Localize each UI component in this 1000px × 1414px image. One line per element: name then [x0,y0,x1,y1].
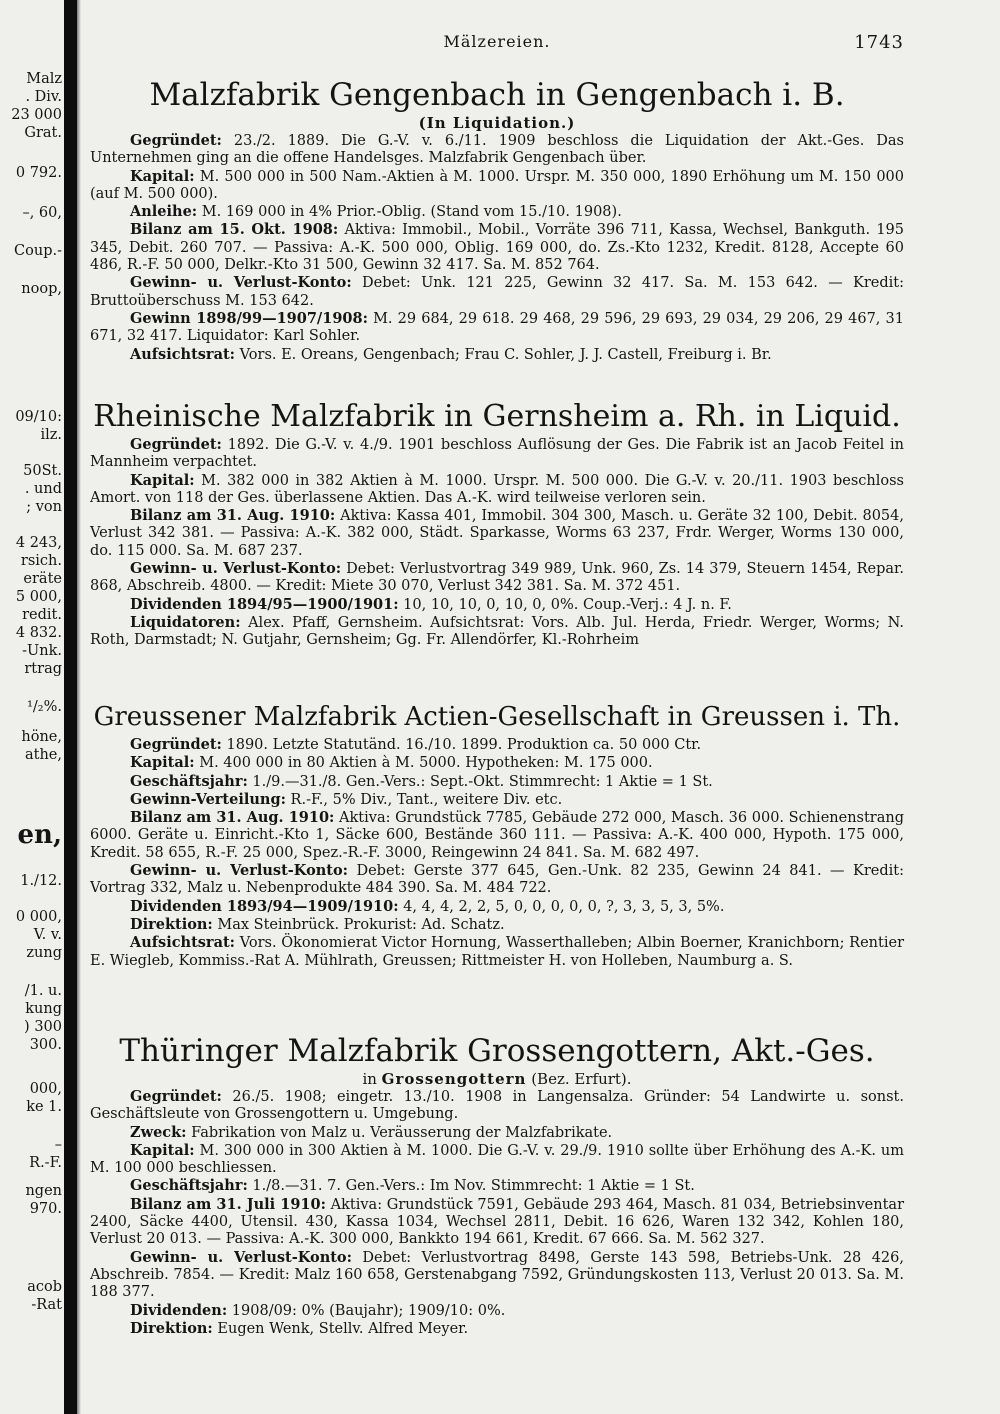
margin-fragment: . Div. [25,89,62,105]
field-text: Aktiva: Immobil., Mobil., Vorräte 396 711, Kassa, Wechsel, Bankguth. 195 345, Debit. 260 707. — Passiva: A.-K. 500 000, Oblig. 169 000, do. Zs.-Kto 1232, Kredit. 8128, Accepte 60 486, R.-F. 50 000, Delkr.-Kto 31 500, Gewinn 32 417. Sa. M. 852 764. [90,222,904,274]
margin-fragment: ) 300 [24,1019,62,1035]
margin-fragment: 300. [29,1037,62,1053]
gutter-shadow [77,0,81,1414]
company-entry-rheinische-malzfabrik [90,398,904,650]
entry-paragraph [90,1196,904,1249]
margin-fragment: 5 000, [15,589,62,605]
entry-paragraph [90,614,904,650]
entry-paragraph [90,791,904,809]
margin-fragment: 1./12. [20,873,62,889]
field-label: Gewinn- u. Verlust-Konto: [130,862,349,880]
field-text: 1./9.—31./8. Gen.-Vers.: Sept.-Okt. Stimmrecht: 1 Aktie = 1 St. [247,773,713,790]
entry-paragraph [90,1124,904,1142]
margin-fragment: 09/10: [15,409,62,425]
field-text: 23./2. 1889. Die G.-V. v. 6./11. 1909 beschloss die Liquidation der Akt.-Ges. Das Unternehmen ging an die offene Handelsges. Malzfabrik Gengenbach über. [90,133,904,167]
field-text: 26./5. 1908; eingetr. 13./10. 1908 in Langensalza. Gründer: 54 Landwirte u. sonst. Geschäftsleute von Grossengottern u. Umgebung. [90,1089,904,1123]
margin-fragment: /1. u. [24,983,62,999]
page [90,0,904,1414]
field-label: Bilanz am 15. Okt. 1908: [130,221,339,239]
field-text: Eugen Wenk, Stellv. Alfred Meyer. [212,1320,469,1337]
entry-paragraph [90,560,904,596]
entry-paragraph [90,1320,904,1338]
field-text: Aktiva: Grundstück 7785, Gebäude 272 000, Masch. 36 000. Schienenstrang 6000. Geräte u. Einricht.-Kto 1, Säcke 600, Bestände 360 111. — Passiva: A.-K. 400 000, Hypoth. 175 000, Kredit. 58 655, R.-F. 25 000, Spez.-R.-F. 3000, Reingewinn 24 841. Sa. M. 682 497. [90,810,904,861]
margin-fragment: Coup.- [14,243,62,259]
field-label: Dividenden 1893/94—1909/1910: [130,897,399,915]
entry-paragraph [90,809,904,862]
field-text: M. 500 000 in 500 Nam.-Aktien à M. 1000. Urspr. M. 350 000, 1890 Erhöhung um M. 150 000 (auf M. 500 000). [90,168,904,202]
field-label: Gegründet: [130,132,222,149]
field-label: Kapital: [130,1141,195,1159]
entry-paragraph [90,1088,904,1124]
entry-paragraph [90,934,904,970]
field-label: Zweck: [130,1123,187,1141]
entry-paragraph [90,862,904,898]
field-label: Kapital: [130,471,195,489]
entry-paragraph [90,168,904,204]
field-label: Geschäftsjahr: [130,772,248,790]
margin-fragment: ngen [25,1183,62,1199]
binding-gutter [64,0,77,1414]
field-text: 10, 10, 10, 0, 10, 0, 0%. Coup.-Verj.: 4 J. n. F. [398,596,732,613]
margin-fragment: ¹/₂%. [27,699,62,715]
liquidation-note: (In Liquidation.) [418,114,576,132]
field-text: M. 400 000 in 80 Aktien à M. 5000. Hypotheken: M. 175 000. [194,755,653,772]
field-label: Bilanz am 31. Juli 1910: [130,1195,326,1213]
margin-fragment: V. v. [33,927,62,943]
field-text: Debet: Gerste 377 645, Gen.-Unk. 82 235, Gewinn 24 841. — Kredit: Vortrag 332, Malz u. Nebenprodukte 484 390. Sa. M. 484 722. [90,863,904,897]
field-text: Alex. Pfaff, Gernsheim. Aufsichtsrat: Vors. Alb. Jul. Herda, Friedr. Werger, Worms; N. Roth, Darmstadt; N. Gutjahr, Gernsheim; Gg. Fr. Allendörfer, Kl.-Rohrheim [90,614,904,649]
entry-paragraph [90,436,904,472]
field-text: Vors. E. Oreans, Gengenbach; Frau C. Sohler, J. J. Castell, Freiburg i. Br. [235,346,772,363]
field-label: Gewinn- u. Verlust-Konto: [130,1248,352,1266]
page-number: 1743 [854,32,904,53]
company-entry-thueringer-malzfabrik [90,1032,904,1338]
margin-fragment: ke 1. [26,1099,62,1115]
running-title: Mälzereien. [443,32,551,51]
field-text: Max Steinbrück. Prokurist: Ad. Schatz. [212,916,505,933]
field-label: Dividenden: [130,1301,228,1319]
margin-fragment: -Unk. [22,643,62,659]
field-text: M. 382 000 in 382 Aktien à M. 1000. Urspr. M. 500 000. Die G.-V. v. 20./11. 1903 beschloss Amort. von 118 der Ges. überlassene Aktien. Das A.-K. wird teilweise verloren sein. [90,472,904,506]
subtitle-place: Grossengottern [381,1070,527,1088]
company-entry-greussener-malzfabrik [90,698,904,970]
field-text: Fabrikation von Malz u. Veräusserung der Malzfabrikate. [186,1124,613,1141]
entry-paragraph [90,132,904,168]
field-label: Gewinn 1898/99—1907/1908: [130,309,368,327]
field-text: Debet: Unk. 121 225, Gewinn 32 417. Sa. M. 153 642. — Kredit: Bruttoüberschuss M. 153 642. [90,275,904,309]
margin-fragment: . und [24,481,62,497]
field-text: Debet: Verlustvortrag 8498, Gerste 143 598, Betriebs-Unk. 28 426, Abschreib. 7854. — Kredit: Malz 160 658, Gerstenabgang 7592, Gründungskosten 113, Verlust 20 013. Sa. M. 188 377. [90,1249,904,1301]
margin-fragment: 970. [29,1201,62,1217]
margin-fragment: eräte [23,571,62,587]
field-text: Aktiva: Kassa 401, Immobil. 304 300, Masch. u. Geräte 32 100, Debit. 8054, Verlust 342 381. — Passiva: A.-K. 382 000, Städt. Sparkasse, Worms 63 237, Frdr. Werger, Worms 130 000, do. 115 000. Sa. M. 687 237. [90,508,904,559]
subtitle-prefix: in [362,1070,382,1088]
entry-paragraph [90,346,904,364]
entry-paragraph [90,274,904,310]
field-label: Gewinn-Verteilung: [130,790,286,808]
entry-paragraph [90,736,904,754]
margin-fragment: rsich. [20,553,62,569]
field-label: Direktion: [130,915,213,933]
field-text: 1./8.—31. 7. Gen.-Vers.: Im Nov. Stimmrecht: 1 Aktie = 1 St. [247,1178,695,1195]
margin-fragment: 50St. [23,463,62,479]
subtitle-suffix: (Bez. Erfurt). [526,1070,632,1088]
entry-paragraph [90,203,904,221]
field-text: M. 169 000 in 4% Prior.-Oblig. (Stand vom 15./10. 1908). [197,204,622,221]
running-head [90,32,904,56]
margin-fragment: ; von [26,499,62,515]
company-title: Malzfabrik Gengenbach in Gengenbach i. B. [149,77,845,113]
field-label: Anleihe: [130,203,198,221]
entry-paragraph [90,596,904,614]
entry-paragraph [90,773,904,791]
margin-fragment: redit. [22,607,62,623]
entry-paragraph [90,310,904,346]
field-text: Debet: Verlustvortrag 349 989, Unk. 960, Zs. 14 379, Steuern 1454, Repar. 868, Abschreib. 4800. — Kredit: Miete 30 070, Verlust 342 381. Sa. M. 372 451. [90,561,904,595]
margin-fragment: kung [25,1001,62,1017]
margin-fragment: 23 000 [11,107,62,123]
company-title: Rheinische Malzfabrik in Gernsheim a. Rh. in Liquid. [93,399,901,434]
margin-fragment: – [54,1137,62,1153]
margin-fragment: 0 000, [15,909,62,925]
field-label: Gegründet: [130,1088,222,1105]
margin-fragment: zung [26,945,62,961]
margin-fragment: athe, [24,747,62,763]
company-location [90,1070,904,1088]
field-label: Kapital: [130,754,195,772]
field-label: Aufsichtsrat: [130,934,236,952]
margin-fragment: höne, [21,729,62,745]
margin-fragment: en, [17,820,62,850]
entry-paragraph [90,507,904,560]
margin-fragment: rtrag [24,661,62,677]
field-label: Gewinn- u. Verlust-Konto: [130,274,352,292]
margin-fragment: R.-F. [29,1155,62,1171]
margin-fragment: Malz [26,71,62,87]
field-text: R.-F., 5% Div., Tant., weitere Div. etc. [285,791,563,808]
entry-paragraph [90,754,904,772]
field-label: Aufsichtsrat: [130,345,236,363]
company-entry-gengenbach [90,76,904,364]
margin-fragment: 4 832. [15,625,62,641]
margin-fragment: acob [27,1279,62,1295]
field-label: Kapital: [130,167,195,185]
field-label: Bilanz am 31. Aug. 1910: [130,809,335,827]
margin-fragment: 0 792. [15,165,62,181]
field-text: M. 300 000 in 300 Aktien à M. 1000. Die G.-V. v. 29./9. 1910 sollte über Erhöhung des A.-K. um M. 100 000 beschliessen. [90,1142,904,1177]
field-text: M. 29 684, 29 618. 29 468, 29 596, 29 693, 29 034, 29 206, 29 467, 31 671, 32 417. Liquidator: Karl Sohler. [90,310,904,345]
margin-fragment: 4 243, [15,535,62,551]
margin-fragment: Grat. [24,125,62,141]
entry-paragraph [90,472,904,508]
field-text: 4, 4, 4, 2, 2, 5, 0, 0, 0, 0, 0, ?, 3, 3, 5, 3, 5%. [398,898,725,915]
field-text: Vors. Ökonomierat Victor Hornung, Wasserthalleben; Albin Boerner, Kranichborn; Rentier E. Wiegleb, Kommiss.-Rat A. Mühlrath, Greussen; Rittmeister H. von Holleben, Naumburg a. S. [90,935,904,969]
field-label: Gegründet: [130,736,222,753]
field-label: Gegründet: [130,436,222,453]
margin-fragment: –, 60, [22,205,62,221]
field-label: Dividenden 1894/95—1900/1901: [130,595,399,613]
entry-paragraph [90,898,904,916]
field-label: Liquidatoren: [130,613,241,631]
company-title: Thüringer Malzfabrik Grossengottern, Akt.-Ges. [119,1033,875,1069]
field-text: Aktiva: Grundstück 7591, Gebäude 293 464, Masch. 81 034, Betriebsinventar 2400, Säcke 4400, Utensil. 430, Kassa 1034, Wechsel 2811, Debit. 16 626, Waren 132 342, Kohlen 180, Verlust 20 013. — Passiva: A.-K. 300 000, Bankkto 194 661, Kredit. 67 666. Sa. M. 562 327. [90,1196,905,1248]
entry-paragraph [90,1302,904,1320]
entry-paragraph [90,916,904,934]
field-label: Geschäftsjahr: [130,1177,248,1195]
left-margin-fragments [0,0,62,1414]
field-text: 1908/09: 0% (Baujahr); 1909/10: 0%. [227,1302,506,1319]
entry-paragraph [90,1142,904,1178]
field-text: 1892. Die G.-V. v. 4./9. 1901 beschloss Auflösung der Ges. Die Fabrik ist an Jacob Feitel in Mannheim verpachtet. [90,437,904,471]
entry-paragraph [90,1249,904,1302]
margin-fragment: 000, [29,1081,62,1097]
field-label: Direktion: [130,1319,213,1337]
field-label: Gewinn- u. Verlust-Konto: [130,560,342,578]
margin-fragment: -Rat [31,1297,62,1313]
field-label: Bilanz am 31. Aug. 1910: [130,507,336,525]
field-text: 1890. Letzte Statutänd. 16./10. 1899. Produktion ca. 50 000 Ctr. [221,737,702,753]
entry-paragraph [90,221,904,274]
entry-paragraph [90,1177,904,1195]
margin-fragment: noop, [21,281,62,297]
margin-fragment: ilz. [40,427,62,443]
company-title: Greussener Malzfabrik Actien-Gesellschaft in Greussen i. Th. [93,702,901,732]
